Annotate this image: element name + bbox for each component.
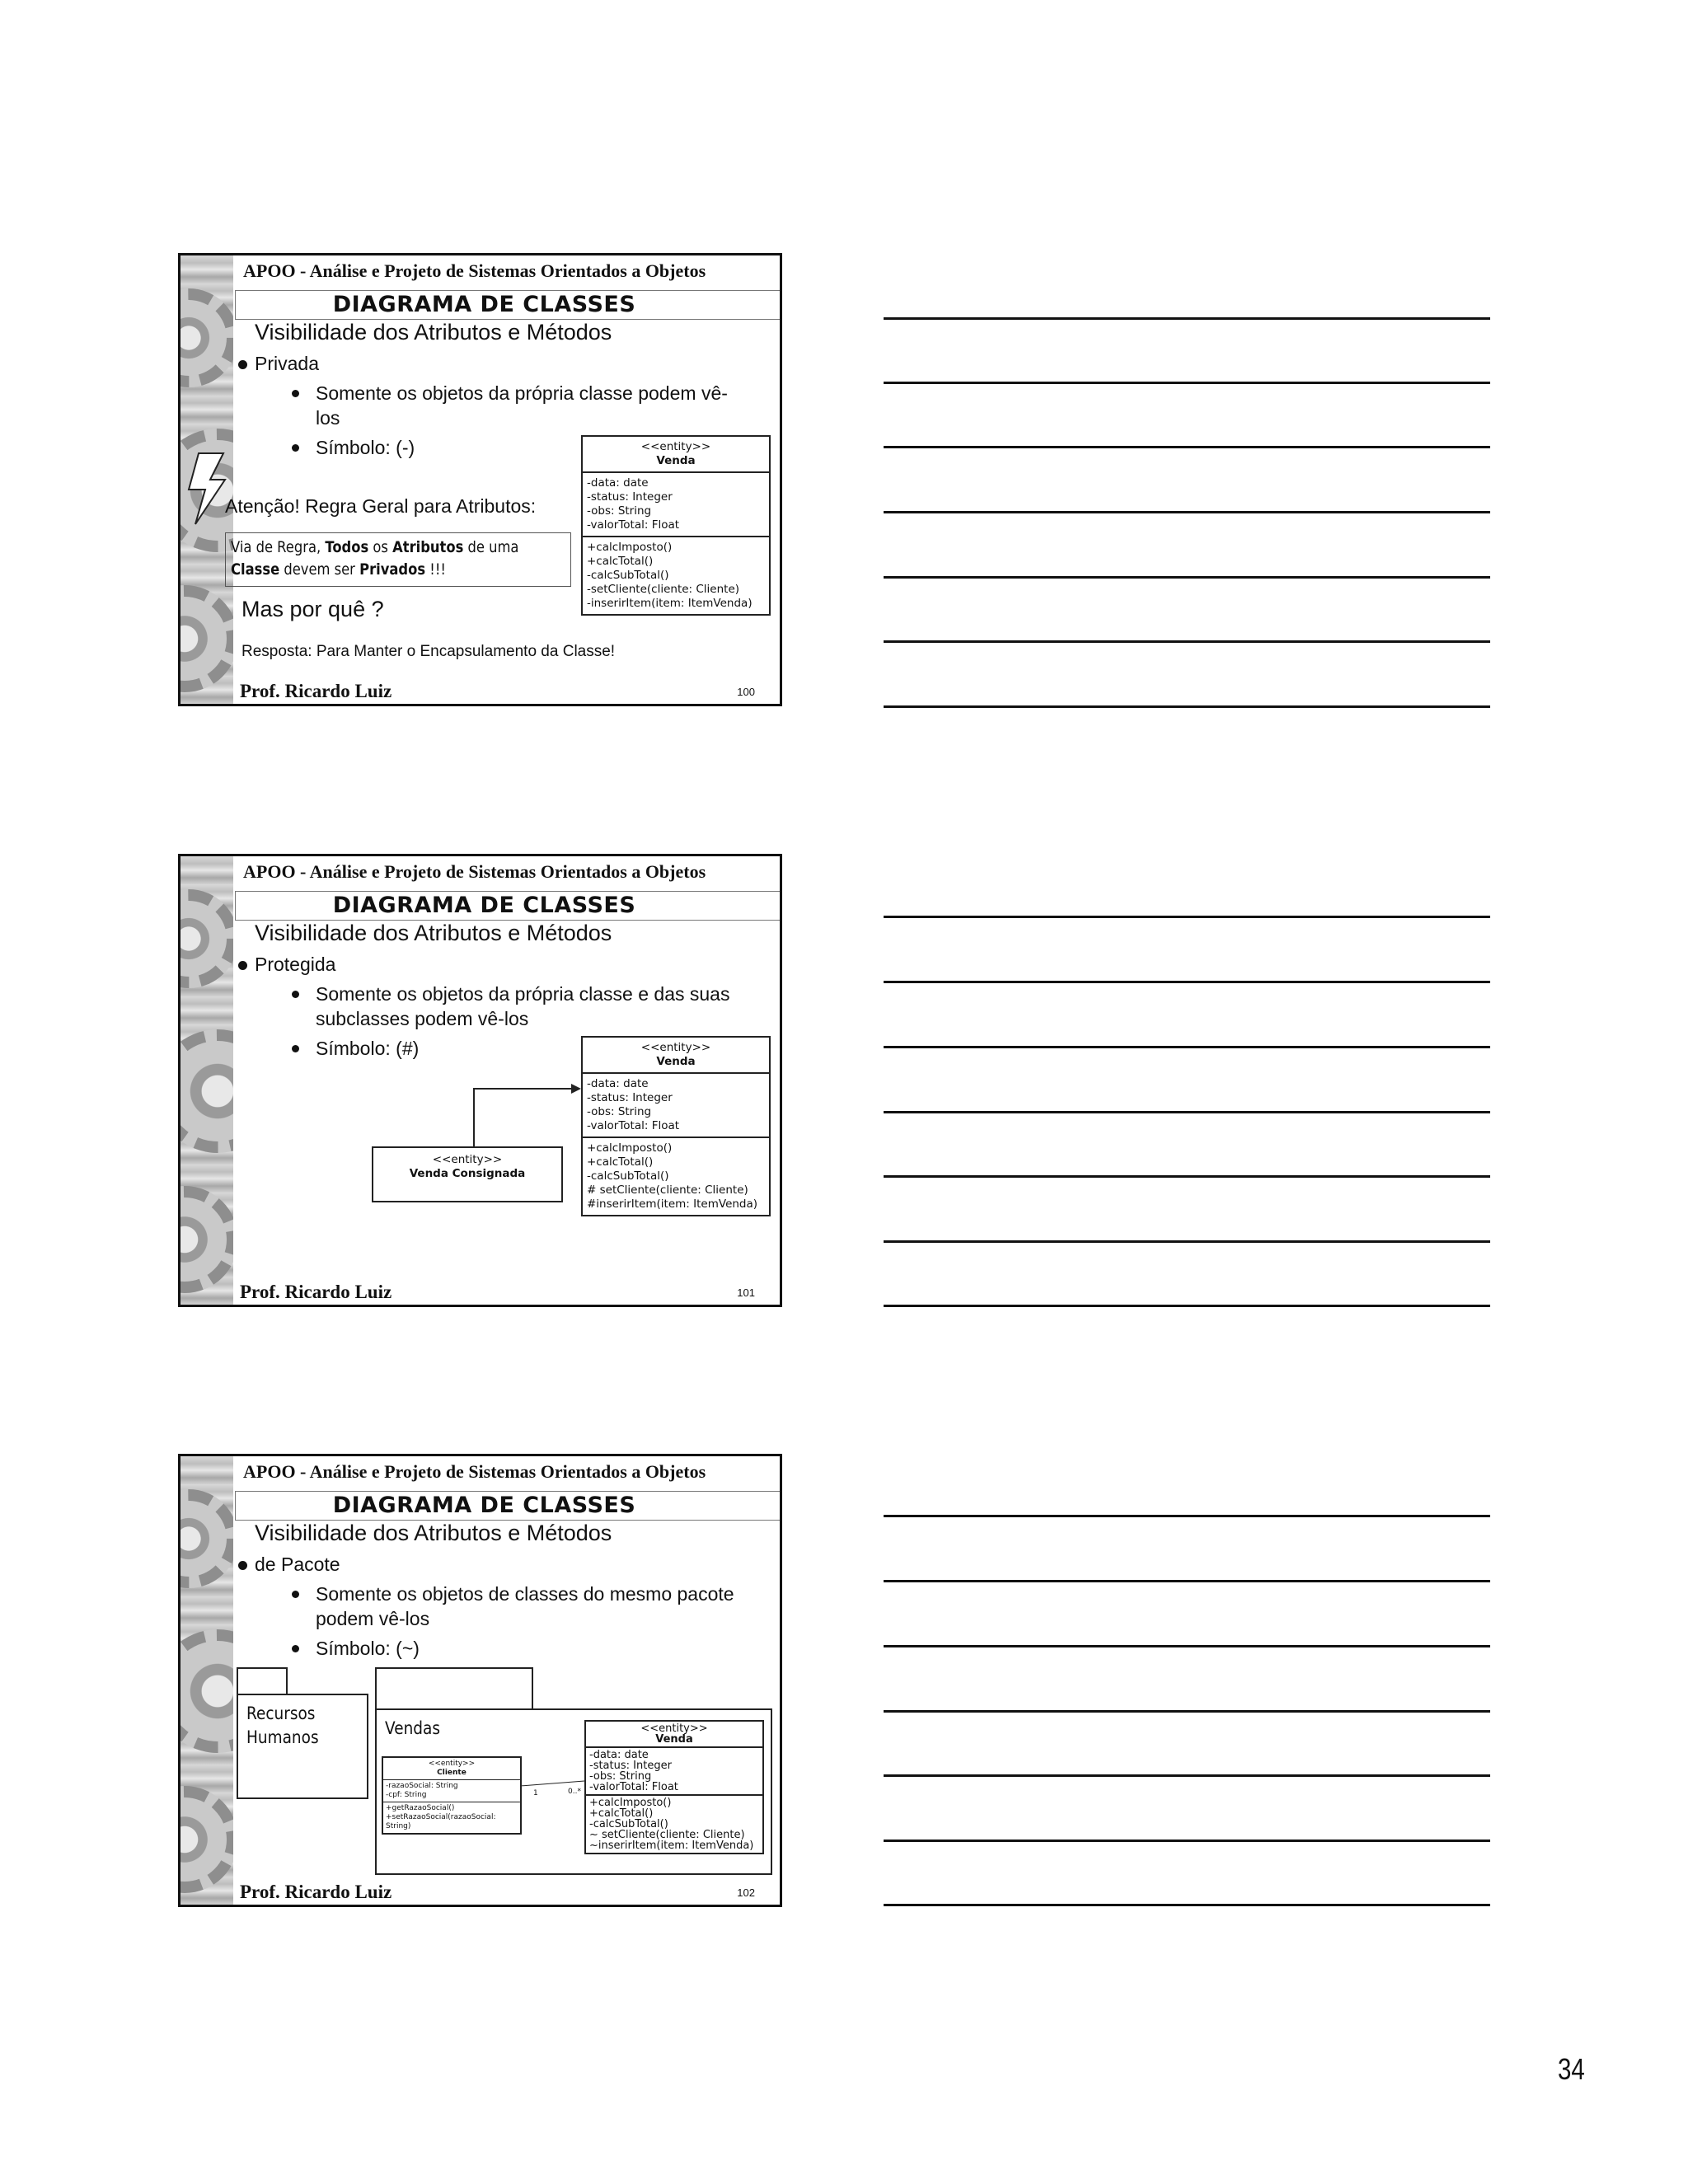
slide-101 — [178, 854, 782, 1307]
slide-100 — [178, 253, 782, 706]
note-line — [884, 981, 1490, 983]
package-label-recursos-humanos: Recursos Humanos — [246, 1704, 319, 1747]
uml-class-cliente: <<entity>> Cliente -razaoSocial: String -cpf: String +getRazaoSocial() +setRazaoSocial(razaoSocial: String) — [382, 1756, 522, 1835]
uml-attributes: -razaoSocial: String -cpf: String — [386, 1782, 458, 1799]
note-line — [884, 1710, 1490, 1713]
slide-number: 101 — [737, 1286, 755, 1299]
rule-line-2: Classe devem ser Privados !!! — [231, 560, 446, 579]
slide-number: 100 — [737, 686, 755, 698]
title-box — [235, 290, 782, 320]
professor-name: Prof. Ricardo Luiz — [240, 1882, 392, 1902]
bullet-level1: de Pacote — [255, 1554, 340, 1575]
slide-subtitle: Visibilidade dos Atributos e Métodos — [255, 1521, 612, 1545]
slide-subtitle: Visibilidade dos Atributos e Métodos — [255, 320, 612, 344]
bullet-level1: Privada — [255, 353, 319, 374]
note-line — [884, 1580, 1490, 1582]
note-line — [884, 576, 1490, 579]
uml-class-venda: <<entity>> Venda -data: date -status: Integer -obs: String -valorTotal: Float +calcImposto() +calcTotal() -calcSubTotal() # setCliente(cliente: Cliente) #inserirItem(item: ItemVenda) — [581, 1036, 771, 1216]
note-line — [884, 916, 1490, 918]
uml-class-venda: <<entity>> Venda -data: date -status: Integer -obs: String -valorTotal: Float +calcImposto() +calcTotal() -calcSubTotal() -setCliente(cliente: Cliente) -inserirItem(item: ItemVenda) — [581, 435, 771, 616]
professor-name: Prof. Ricardo Luiz — [240, 1282, 392, 1302]
multiplicity-one: 1 — [533, 1789, 538, 1797]
uml-methods: +getRazaoSocial() +setRazaoSocial(razaoSocial: String) — [383, 1802, 520, 1833]
bullet-level2: Somente os objetos da própria classe e das suas subclasses podem vê-los — [316, 982, 744, 1031]
answer-text: Resposta: Para Manter o Encapsulamento da Classe! — [241, 643, 616, 660]
page-number: 34 — [1558, 2052, 1585, 2086]
bullet-level1: Protegida — [255, 954, 336, 975]
package-label-vendas: Vendas — [385, 1718, 440, 1738]
uml-methods: +calcImposto() +calcTotal() -calcSubTotal() ~ setCliente(cliente: Cliente) ~inserirItem(item: ItemVenda) — [586, 1794, 762, 1853]
note-line — [884, 1046, 1490, 1048]
note-line — [884, 382, 1490, 384]
course-title: APOO - Análise e Projeto de Sistemas Orientados a Objetos — [243, 861, 706, 882]
uml-methods: +calcImposto() +calcTotal() -calcSubTotal() -setCliente(cliente: Cliente) -inserirItem(item: ItemVenda) — [583, 536, 769, 614]
bullet-level2: Símbolo: (#) — [316, 1036, 744, 1061]
slide-title: DIAGRAMA DE CLASSES — [332, 893, 636, 918]
slide-title: DIAGRAMA DE CLASSES — [332, 1493, 636, 1518]
bullet-level2: Símbolo: (-) — [316, 435, 744, 460]
uml-attributes: -data: date -status: Integer -obs: String -valorTotal: Float — [587, 1077, 680, 1132]
note-line — [884, 1840, 1490, 1842]
slide-title: DIAGRAMA DE CLASSES — [332, 292, 636, 317]
note-line — [884, 1175, 1490, 1178]
uml-attributes: -data: date -status: Integer -obs: String -valorTotal: Float — [587, 476, 680, 532]
note-line — [884, 1305, 1490, 1307]
uml-class-venda-consignada: <<entity>> Venda Consignada — [372, 1146, 563, 1202]
professor-name: Prof. Ricardo Luiz — [240, 681, 392, 701]
note-line — [884, 511, 1490, 513]
bullet-level2: Somente os objetos de classes do mesmo pacote podem vê-los — [316, 1582, 744, 1631]
slide-subtitle: Visibilidade dos Atributos e Métodos — [255, 921, 612, 945]
note-line — [884, 640, 1490, 643]
note-line — [884, 1111, 1490, 1113]
note-line — [884, 446, 1490, 448]
rule-line-1: Via de Regra, Todos os Atributos de uma — [231, 538, 519, 556]
bullet-level2: Símbolo: (~) — [316, 1636, 744, 1661]
bullet-level2: Somente os objetos da própria classe podem vê-los — [316, 381, 744, 430]
slide-number: 102 — [737, 1886, 755, 1899]
question-text: Mas por quê ? — [241, 597, 384, 621]
note-line — [884, 1774, 1490, 1777]
note-line — [884, 317, 1490, 320]
uml-class-venda: <<entity>> Venda -data: date -status: Integer -obs: String -valorTotal: Float +calcImposto() +calcTotal() -calcSubTotal() ~ setCliente(cliente: Cliente) ~inserirItem(item: ItemVenda) — [584, 1720, 764, 1854]
course-title: APOO - Análise e Projeto de Sistemas Orientados a Objetos — [243, 260, 706, 281]
course-title: APOO - Análise e Projeto de Sistemas Orientados a Objetos — [243, 1461, 706, 1482]
note-line — [884, 1645, 1490, 1647]
note-line — [884, 1904, 1490, 1906]
note-line — [884, 1240, 1490, 1243]
rule-box — [225, 532, 571, 587]
uml-methods: +calcImposto() +calcTotal() -calcSubTotal() # setCliente(cliente: Cliente) #inserirItem(item: ItemVenda) — [583, 1137, 769, 1215]
note-line — [884, 1515, 1490, 1517]
note-line — [884, 705, 1490, 708]
attention-text: Atenção! Regra Geral para Atributos: — [225, 495, 537, 517]
uml-attributes: -data: date -status: Integer -obs: String -valorTotal: Float — [589, 1749, 678, 1793]
slide-102 — [178, 1454, 782, 1907]
multiplicity-many: 0..* — [568, 1788, 581, 1796]
